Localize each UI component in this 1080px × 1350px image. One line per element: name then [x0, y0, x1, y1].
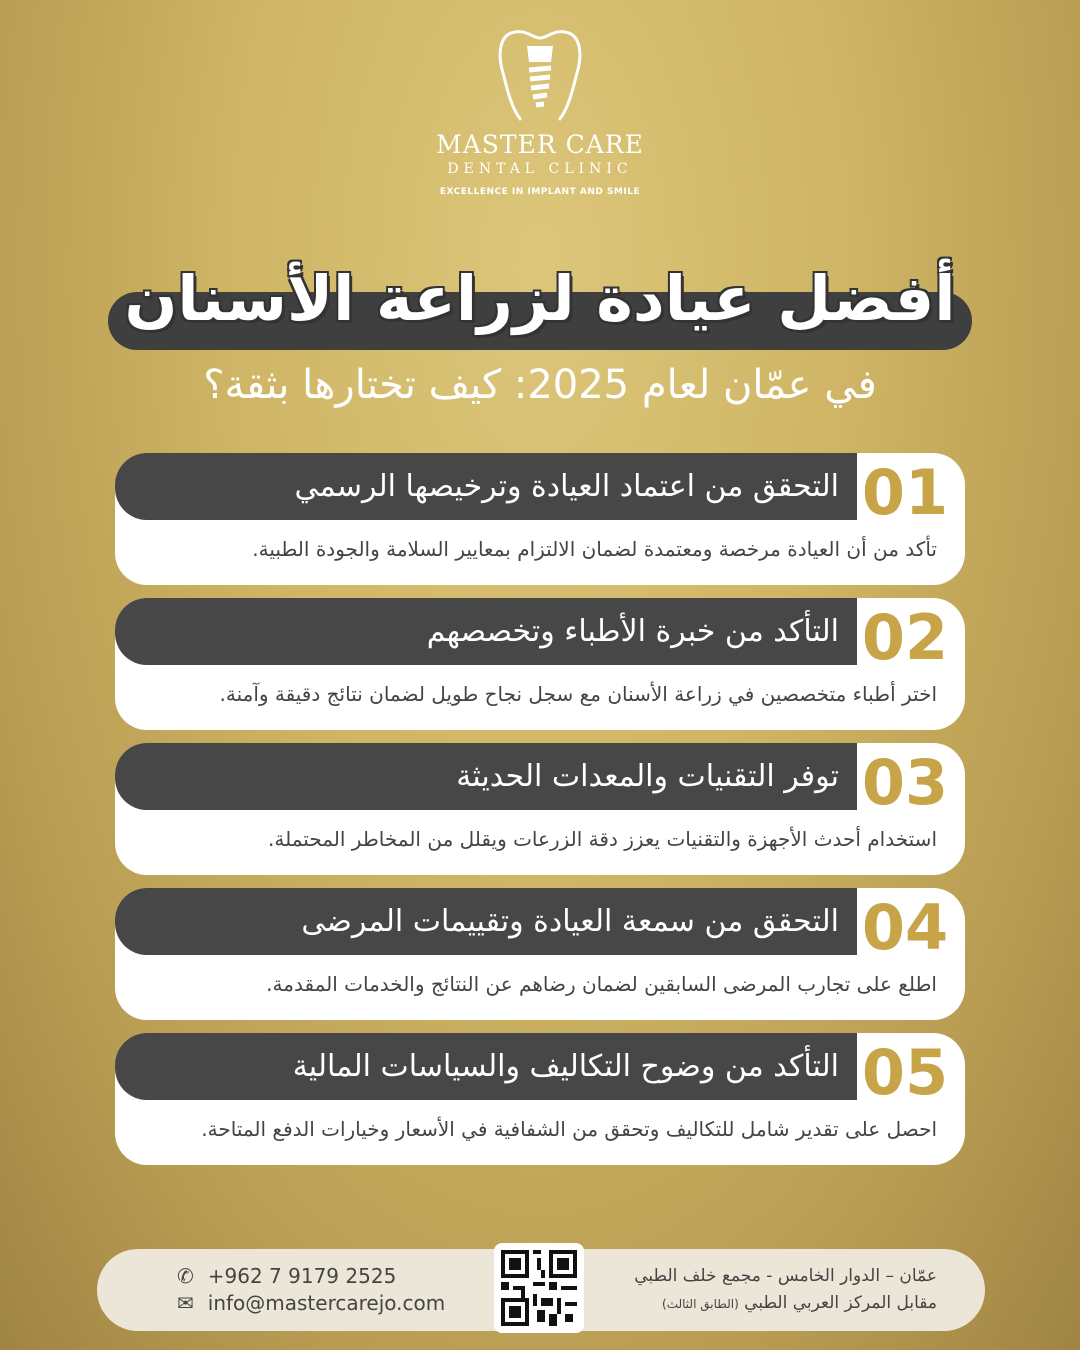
address: [634, 1263, 937, 1318]
mail-icon: ✉: [177, 1291, 194, 1315]
tip-heading: التأكد من خبرة الأطباء وتخصصهم: [115, 598, 857, 665]
tip-card: [115, 1033, 965, 1165]
qr-code[interactable]: [494, 1243, 584, 1333]
tooth-implant-icon: [495, 28, 585, 124]
address-line-2: مقابل المركز العربي الطبي: [744, 1293, 937, 1313]
tip-card: [115, 888, 965, 1020]
tip-heading: التحقق من سمعة العيادة وتقييمات المرضى: [115, 888, 857, 955]
headline: [108, 262, 972, 352]
tip-card: [115, 743, 965, 875]
tip-description: استخدام أحدث الأجهزة والتقنيات يعزز دقة الزرعات ويقلل من المخاطر المحتملة.: [268, 827, 937, 851]
tip-heading: توفر التقنيات والمعدات الحديثة: [115, 743, 857, 810]
tip-number: 05: [861, 1036, 949, 1109]
clinic-logo: [0, 28, 1080, 197]
email-address[interactable]: info@mastercarejo.com: [207, 1291, 446, 1315]
address-floor: (الطابق الثالث): [662, 1297, 739, 1311]
address-line-1: عمّان – الدوار الخامس - مجمع خلف الطبي: [634, 1266, 937, 1286]
phone-icon: ✆: [177, 1264, 194, 1288]
phone-number[interactable]: +962 7 9179 2525: [207, 1264, 397, 1288]
tip-heading: التحقق من اعتماد العيادة وترخيصها الرسمي: [115, 453, 857, 520]
tip-description: اختر أطباء متخصصين في زراعة الأسنان مع سجل نجاح طويل لضمان نتائج دقيقة وآمنة.: [219, 682, 937, 706]
brand-subtitle: DENTAL CLINIC: [447, 161, 633, 177]
tip-description: اطلع على تجارب المرضى السابقين لضمان رضاهم عن النتائج والخدمات المقدمة.: [266, 972, 937, 996]
page-subtitle: في عمّان لعام 2025: كيف تختارها بثقة؟: [203, 362, 877, 408]
tip-number: 01: [861, 456, 949, 529]
tip-card: [115, 598, 965, 730]
brand-tagline: EXCELLENCE IN IMPLANT AND SMILE: [439, 187, 641, 197]
qr-code-icon: [501, 1250, 577, 1326]
tip-card: [115, 453, 965, 585]
tip-number: 03: [861, 746, 949, 819]
tip-description: احصل على تقدير شامل للتكاليف وتحقق من الشفافية في الأسعار وخيارات الدفع المتاحة.: [201, 1117, 937, 1141]
tip-number: 04: [861, 891, 949, 964]
tip-description: تأكد من أن العيادة مرخصة ومعتمدة لضمان الالتزام بمعايير السلامة والجودة الطبية.: [252, 537, 937, 561]
tip-heading: التأكد من وضوح التكاليف والسياسات المالية: [115, 1033, 857, 1100]
tip-number: 02: [861, 601, 949, 674]
page-title: أفضل عيادة لزراعة الأسنان: [124, 262, 956, 335]
brand-name: MASTER CARE: [436, 130, 644, 159]
